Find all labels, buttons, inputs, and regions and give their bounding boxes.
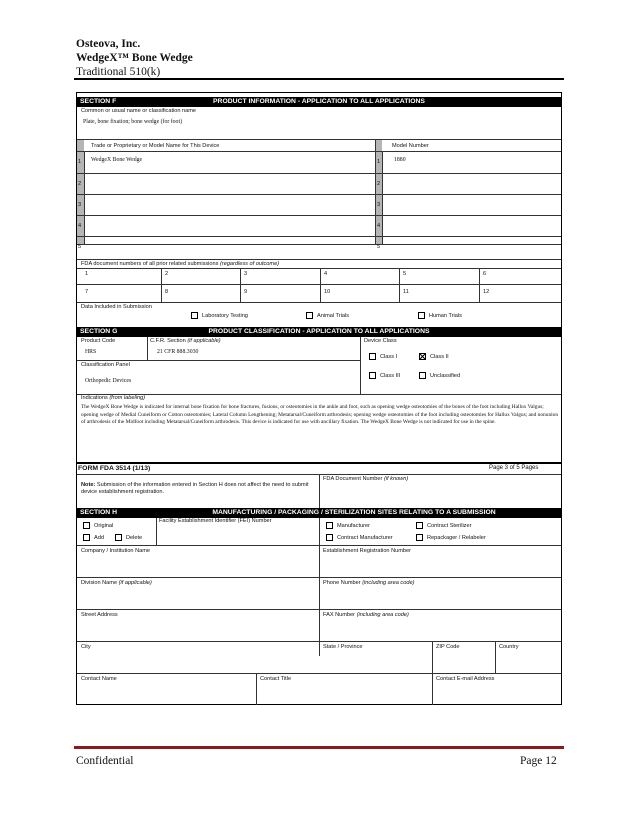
cfr-note: (if applicable) bbox=[187, 338, 221, 344]
establishment-registration-label: Establishment Registration Number bbox=[323, 548, 411, 554]
model-row-number: 2 bbox=[377, 181, 381, 187]
contract-sterilizer-label: Contract Sterilizer bbox=[427, 523, 472, 529]
section-g-bar bbox=[77, 327, 561, 337]
division-note: (if applicable) bbox=[118, 580, 152, 586]
fda-doc-number-cell[interactable]: 5 bbox=[403, 271, 407, 277]
class-3-label: Class III bbox=[380, 373, 401, 379]
cfr-label-text: C.F.R. Section bbox=[150, 338, 186, 344]
contact-name-label: Contact Name bbox=[81, 676, 117, 682]
class-1-label: Class I bbox=[380, 354, 398, 360]
section-f-bar bbox=[77, 97, 561, 107]
model-row-number: 5 bbox=[377, 244, 381, 250]
section-g-title: PRODUCT CLASSIFICATION - APPLICATION TO ALL APPLICATIONS bbox=[208, 328, 430, 335]
fda-doc-number-cell[interactable]: 8 bbox=[165, 289, 169, 295]
fda-docs-label-text: FDA document numbers of all prior related submissions bbox=[81, 261, 219, 267]
animal-trials-label: Animal Trials bbox=[317, 313, 350, 319]
country-label: Country bbox=[499, 644, 519, 650]
animal-trials-checkbox[interactable] bbox=[306, 312, 313, 319]
common-name-label: Common or usual name or classification name bbox=[81, 108, 197, 114]
contact-email-label: Contact E-mail Address bbox=[436, 676, 495, 682]
trade-row-number: 4 bbox=[78, 223, 82, 229]
note-text: Submission of the information entered in Section H does not affect the need to submit device establishment registration. bbox=[81, 482, 309, 495]
section-h-note bbox=[81, 482, 319, 496]
repackager-checkbox[interactable] bbox=[416, 534, 423, 541]
laboratory-testing-label: Laboratory Testing bbox=[202, 313, 248, 319]
city-label: City bbox=[81, 644, 91, 650]
fda-doc-number-cell[interactable]: 7 bbox=[85, 289, 89, 295]
section-h-bar bbox=[77, 508, 561, 518]
section-f-title: PRODUCT INFORMATION - APPLICATION TO ALL APPLICATIONS bbox=[213, 98, 425, 105]
trade-row-number: 3 bbox=[78, 202, 82, 208]
fda-doc-number-cell[interactable]: 12 bbox=[483, 289, 490, 295]
class-2-checkbox-checked[interactable] bbox=[419, 353, 426, 360]
form-id: FORM FDA 3514 (1/13) bbox=[78, 465, 151, 472]
contact-title-label: Contact Title bbox=[260, 676, 292, 682]
unclassified-label: Unclassified bbox=[430, 373, 461, 379]
add-checkbox[interactable] bbox=[83, 534, 90, 541]
delete-checkbox[interactable] bbox=[115, 534, 122, 541]
model-row-number: 3 bbox=[377, 202, 381, 208]
device-class-label: Device Class bbox=[364, 338, 397, 344]
section-h-label: SECTION H bbox=[80, 509, 118, 516]
state-province-label: State / Province bbox=[323, 644, 363, 650]
human-trials-checkbox[interactable] bbox=[418, 312, 425, 319]
product-code-label: Product Code bbox=[81, 338, 116, 344]
trade-row-number: 1 bbox=[78, 159, 82, 165]
page-of-pages: Page 3 of 5 Pages bbox=[489, 465, 539, 471]
phone-label-text: Phone Number bbox=[323, 580, 361, 586]
fda-document-number-label bbox=[323, 476, 408, 483]
fax-number-label bbox=[323, 612, 409, 619]
footer-divider bbox=[74, 746, 564, 749]
fda-docs-note: (regardless of outcome) bbox=[219, 261, 280, 267]
zip-code-label: ZIP Code bbox=[436, 644, 460, 650]
fda-doc-number-cell[interactable]: 10 bbox=[324, 289, 331, 295]
section-g-label: SECTION G bbox=[80, 328, 118, 335]
company-name-label: Company / Institution Name bbox=[81, 548, 151, 554]
common-name-value[interactable]: Plate, bone fixation; bone wedge (for foot) bbox=[83, 119, 182, 125]
note-bold: Note: bbox=[81, 482, 96, 488]
class-2-label: Class II bbox=[430, 354, 449, 360]
add-label: Add bbox=[94, 535, 104, 541]
fax-note: (including area code) bbox=[356, 612, 409, 618]
fda-docs-label bbox=[81, 261, 279, 268]
trade-row-number: 2 bbox=[78, 181, 82, 187]
fei-number-label: Facility Establishment Identifier (FEI) Number bbox=[159, 518, 272, 524]
street-address-label: Street Address bbox=[81, 612, 118, 618]
fda-doc-label-text: FDA Document Number bbox=[323, 476, 383, 482]
contract-manufacturer-label: Contract Manufacturer bbox=[337, 535, 393, 541]
trade-name-value[interactable]: WedgeX Bone Wedge bbox=[91, 157, 143, 163]
phone-number-label bbox=[323, 580, 414, 587]
fax-label-text: FAX Number bbox=[323, 612, 356, 618]
trade-row-number: 5 bbox=[78, 244, 82, 250]
confidential-label: Confidential bbox=[76, 755, 134, 767]
unclassified-checkbox[interactable] bbox=[419, 372, 426, 379]
fda-doc-number-cell[interactable]: 4 bbox=[324, 271, 328, 277]
product-name: WedgeX™ Bone Wedge bbox=[76, 52, 193, 64]
manufacturer-label: Manufacturer bbox=[337, 523, 370, 529]
submission-type: Traditional 510(k) bbox=[76, 66, 161, 78]
product-code-value[interactable]: HRS bbox=[85, 349, 97, 355]
company-name: Osteova, Inc. bbox=[76, 38, 141, 50]
delete-label: Delete bbox=[126, 535, 143, 541]
manufacturer-checkbox[interactable] bbox=[326, 522, 333, 529]
class-1-checkbox[interactable] bbox=[369, 353, 376, 360]
page-number: Page 12 bbox=[520, 755, 557, 767]
fda-doc-number-cell[interactable]: 1 bbox=[85, 271, 89, 277]
model-number-value[interactable]: 1880 bbox=[394, 157, 406, 163]
data-included-label: Data Included in Submission bbox=[81, 304, 152, 310]
contract-manufacturer-checkbox[interactable] bbox=[326, 534, 333, 541]
model-row-number: 1 bbox=[377, 159, 381, 165]
repackager-label: Repackager / Relabeler bbox=[427, 535, 486, 541]
indications-label bbox=[81, 395, 145, 402]
section-f-label: SECTION F bbox=[80, 98, 117, 105]
indications-note: (from labeling) bbox=[109, 395, 146, 401]
indications-label-text: Indications bbox=[81, 395, 108, 401]
fda-doc-number-cell[interactable]: 3 bbox=[244, 271, 248, 277]
header-divider bbox=[74, 78, 564, 80]
fda-form-3514 bbox=[76, 92, 562, 705]
fda-doc-number-cell[interactable]: 6 bbox=[483, 271, 487, 277]
model-number-label: Model Number bbox=[392, 143, 429, 149]
division-name-label bbox=[81, 580, 152, 587]
section-h-title: MANUFACTURING / PACKAGING / STERILIZATION SITES RELATING TO A SUBMISSION bbox=[212, 509, 496, 516]
human-trials-label: Human Trials bbox=[429, 313, 462, 319]
class-3-checkbox[interactable] bbox=[369, 372, 376, 379]
model-row-number: 4 bbox=[377, 223, 381, 229]
fda-doc-note: (if known) bbox=[383, 476, 409, 482]
cfr-section-label bbox=[150, 338, 221, 345]
contract-sterilizer-checkbox[interactable] bbox=[416, 522, 423, 529]
cfr-section-value[interactable]: 21 CFR 888.3030 bbox=[157, 349, 199, 355]
laboratory-testing-checkbox[interactable] bbox=[191, 312, 198, 319]
trade-name-label: Trade or Proprietary or Model Name for This Device bbox=[91, 143, 220, 149]
classification-panel-value[interactable]: Orthopedic Devices bbox=[85, 378, 132, 384]
classification-panel-label: Classification Panel bbox=[81, 362, 130, 368]
division-label-text: Division Name bbox=[81, 580, 118, 586]
original-label: Original bbox=[94, 523, 114, 529]
fda-doc-number-cell[interactable]: 11 bbox=[403, 289, 409, 295]
fda-doc-number-cell[interactable]: 9 bbox=[244, 289, 248, 295]
original-checkbox[interactable] bbox=[83, 522, 90, 529]
phone-note: (including area code) bbox=[362, 580, 415, 586]
indications-text[interactable]: The WedgeX Bone Wedge is indicated for internal bone fixation for bone fractures, fusions, or osteotomies in the ankle and foot, such as opening wedge osteotomies of the bones of the foot including Hallux Valgus; opening wedge of Medial Cuneiform or Cotton osteotomies; Lateral Column Lengthening; Metatarsal/Cuneiform arthrodesis; opening wedge osteotomies of the foot including osteotomies for Hallux Valgus; and nonunion of arthrodesis of the Midfoot including Metatarsal/Cuneiform arthrodesis. This device is indicated for use with ancillary fixation. The WedgeX Bone Wedge is not indicated for use in the spine. bbox=[81, 404, 559, 426]
fda-doc-number-cell[interactable]: 2 bbox=[165, 271, 169, 277]
